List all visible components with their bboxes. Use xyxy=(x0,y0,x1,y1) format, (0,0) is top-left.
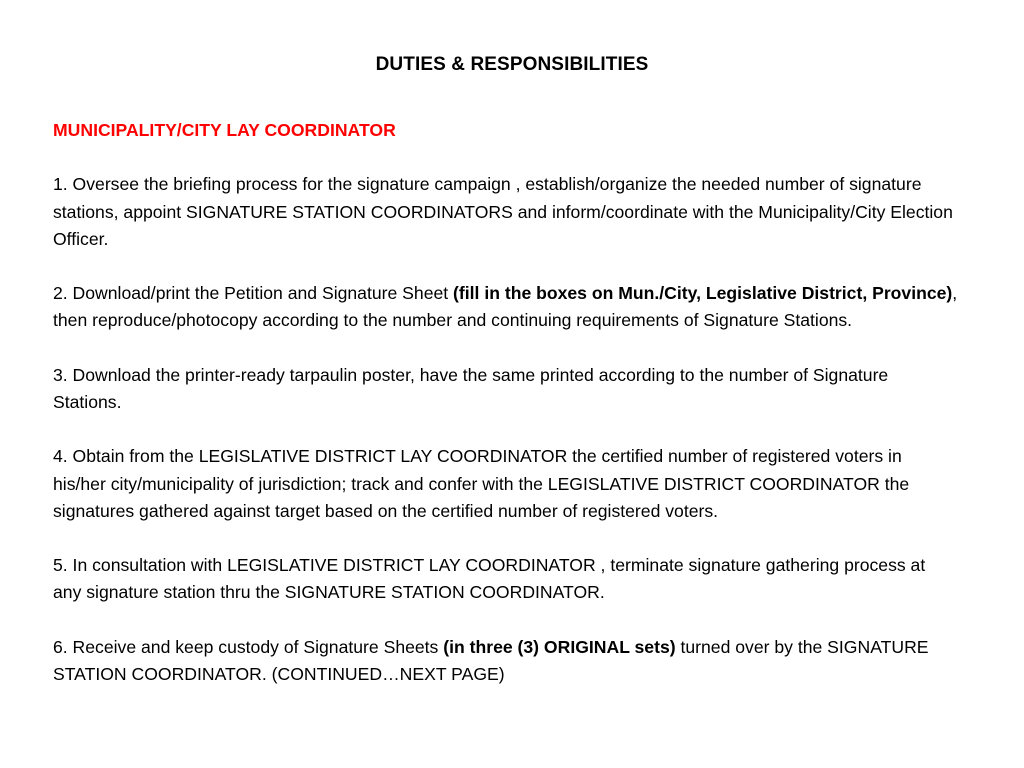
duty-item-1: 1. Oversee the briefing process for the signature campaign , establish/organize the needed number of signature stations, appoint SIGNATURE STATION COORDINATORS and inform/coordinate with the Municipality/City Election Officer. xyxy=(53,174,953,249)
duty-item-2-bold-text: (fill in the boxes on Mun./City, Legislative District, Province) xyxy=(453,283,953,304)
duty-item-6-text: 6. Receive and keep custody of Signature Sheets xyxy=(53,636,444,657)
duty-item-6-text-end: turned over by the SIGNATURE STATION COORDINATOR. (CONTINUED…NEXT PAGE) xyxy=(53,636,929,684)
page-title: DUTIES & RESPONSIBILITIES xyxy=(375,54,649,75)
duty-item-4: 4. Obtain from the LEGISLATIVE DISTRICT LAY COORDINATOR the certified number of registered voters in his/her city/municipality of jurisdiction; track and confer with the LEGISLATIVE DISTRICT COORDINATOR the signatures gathered against target based on the certified number of registered voters. xyxy=(53,446,910,521)
duty-item-2 xyxy=(53,280,958,334)
section-subtitle: MUNICIPALITY/CITY LAY COORDINATOR xyxy=(53,120,396,140)
duty-item-2-text-end: , then reproduce/photocopy according to the number and continuing requirements of Signature Stations. xyxy=(53,283,958,331)
duty-item-6-bold-text: (in three (3) ORIGINAL sets) xyxy=(443,636,676,657)
duty-item-3: 3. Download the printer-ready tarpaulin poster, have the same printed according to the number of Signature Stations. xyxy=(53,364,889,412)
duty-item-5: 5. In consultation with LEGISLATIVE DISTRICT LAY COORDINATOR , terminate signature gathering process at any signature station thru the SIGNATURE STATION COORDINATOR. xyxy=(53,555,926,603)
slide-content xyxy=(53,117,958,688)
duty-item-6 xyxy=(53,634,958,688)
duty-item-2-text: 2. Download/print the Petition and Signature Sheet xyxy=(53,283,454,304)
